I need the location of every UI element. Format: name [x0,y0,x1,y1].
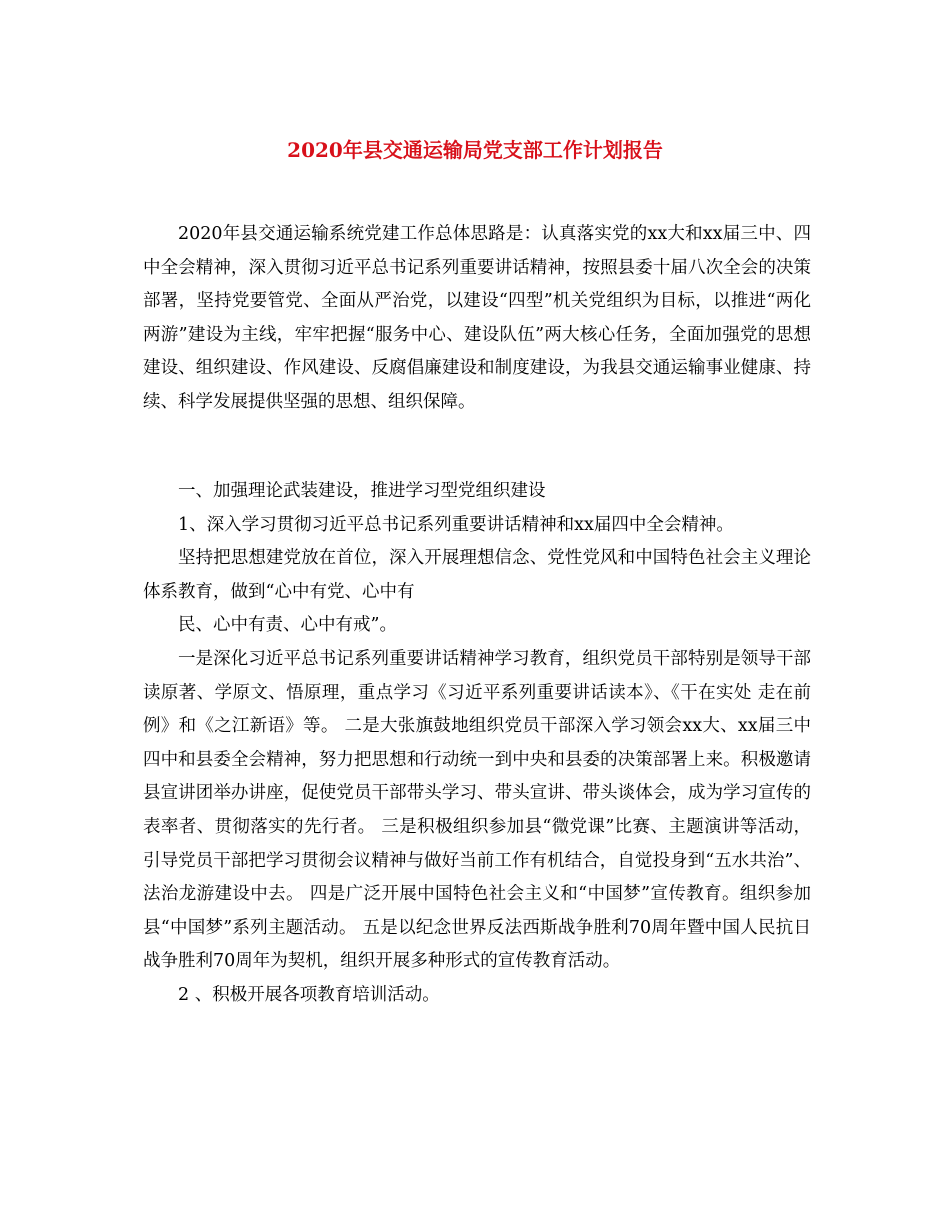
subsection-heading: 1、深入学习贯彻习近平总书记系列重要讲话精神和xx届四中全会精神。 [178,514,734,535]
body-paragraph-continued: 民、心中有责、心中有戒”。 [178,615,397,636]
body-paragraph: 坚持把思想建党放在首位，深入开展理想信念、党性党风和中国特色社会主义理论体系教育，做到“心中有党、心中有 [143,548,811,602]
subsection-heading: 2 、积极开展各项教育培训活动。 [178,984,440,1005]
body-paragraph: 一是深化习近平总书记系列重要讲话精神学习教育，组织党员干部特别是领导干部读原著、学原文、悟原理，重点学习《习近平系列重要讲话读本》、《干在实处 走在前例》和《之江新语》等。 二是大张旗鼓地组织党员干部深入学习领会xx大、xx届三中四中和县委全会精神，努力把思想和行动统一到中央和县委的决策部署上来。积极邀请县宣讲团举办讲座，促使党员干部带头学习、带头宣讲、带头谈体会，成为学习宣传的表率者、贯彻落实的先行者。 三是积极组织参加县“微党课”比赛、主题演讲等活动，引导党员干部把学习贯彻会议精神与做好当前工作有机结合，自觉投身到“五水共治”、法治龙游建设中去。 四是广泛开展中国特色社会主义和“中国梦”宣传教育。组织参加县“中国梦”系列主题活动。 五是以纪念世界反法西斯战争胜利70周年暨中国人民抗日战争胜利70周年为契机，组织开展多种形式的宣传教育活动。 [143,648,811,972]
document-title: 2020年县交通运输局党支部工作计划报告 [287,138,663,162]
intro-paragraph: 2020年县交通运输系统党建工作总体思路是：认真落实党的xx大和xx届三中、四中全会精神，深入贯彻习近平总书记系列重要讲话精神，按照县委十届八次全会的决策部署，坚持党要管党、全面从严治党，以建设“四型”机关党组织为目标，以推进“两化两游”建设为主线，牢牢把握“服务中心、建设队伍”两大核心任务，全面加强党的思想建设、组织建设、作风建设、反腐倡廉建设和制度建设，为我县交通运输事业健康、持续、科学发展提供坚强的思想、组织保障。 [143,224,811,412]
intro-section [143,218,811,420]
section-heading: 一、加强理论武装建设，推进学习型党组织建设 [178,481,546,501]
section-one [143,475,811,1013]
